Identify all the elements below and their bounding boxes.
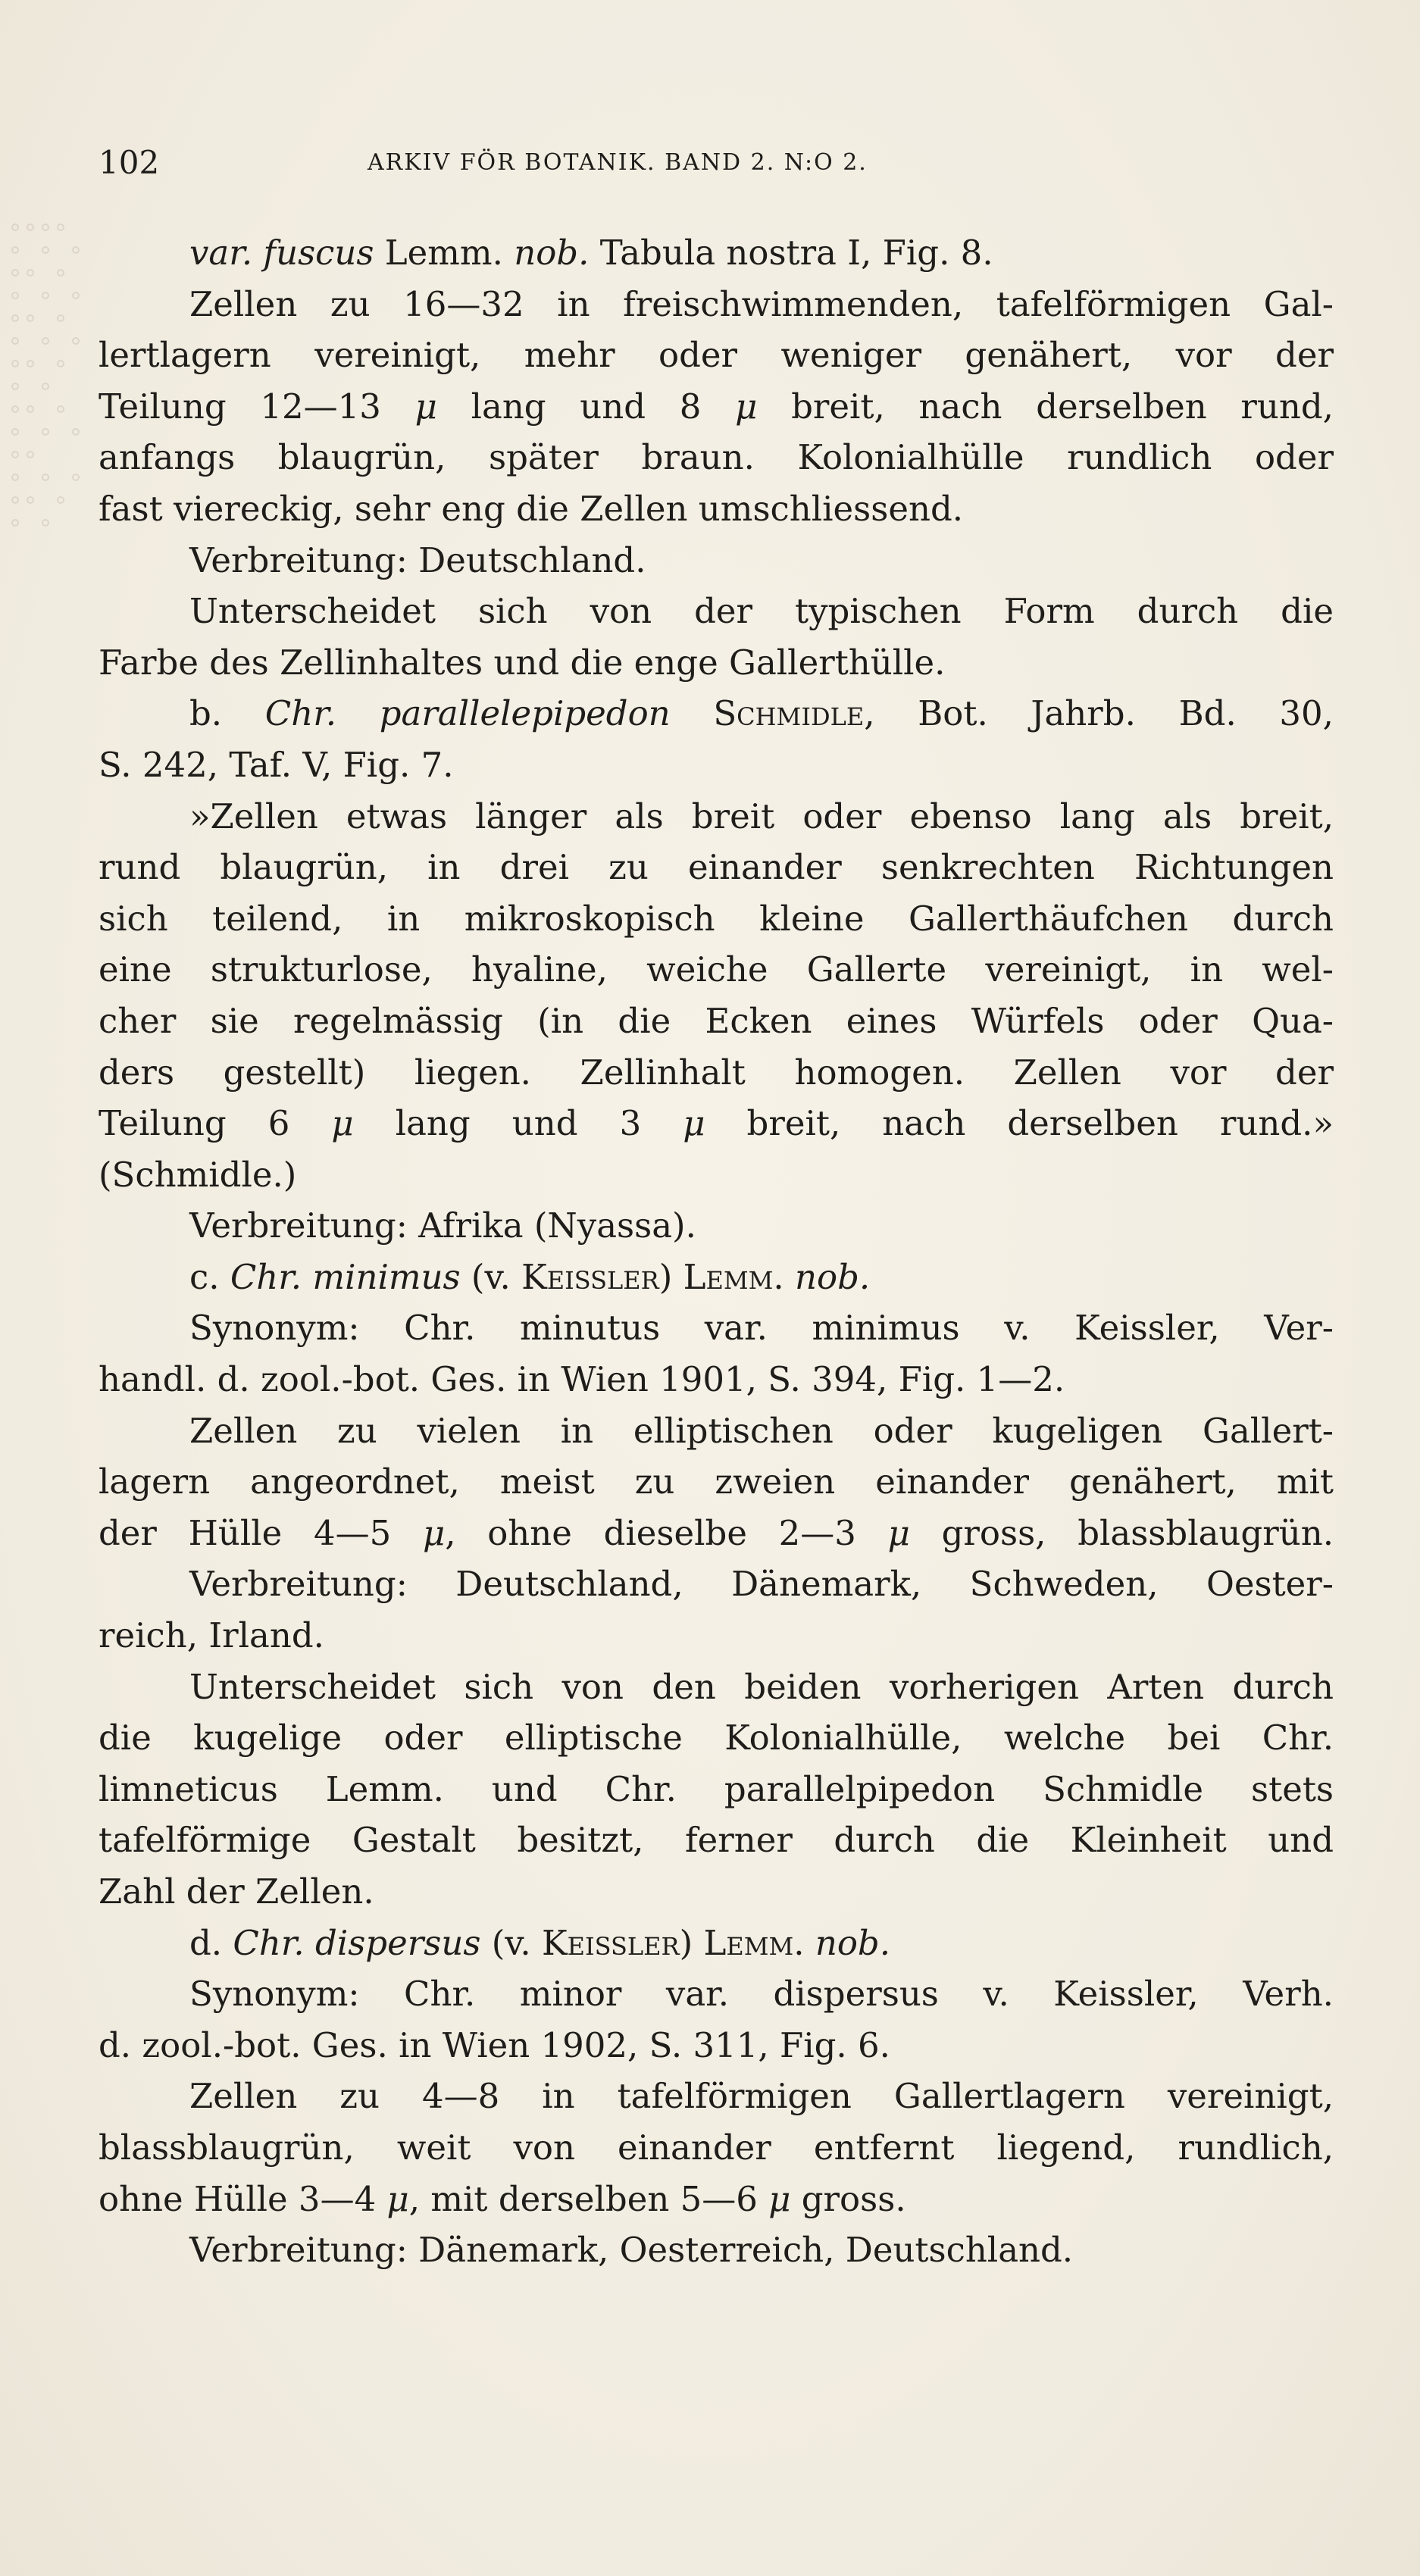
text-segment: Verbreitung: Dänemark, Oesterreich, Deutschland.: [189, 2230, 1074, 2271]
text-segment: d.: [189, 1922, 233, 1963]
text-segment: Lemm.: [683, 1256, 784, 1297]
text-segment: ohne Hülle 3—4: [99, 2178, 387, 2219]
text-segment: Unterscheidet sich von den beiden vorherigen Arten durch: [189, 1666, 1334, 1707]
text-segment: μ: [683, 1103, 705, 1144]
text-segment: Chr. parallelepipedon: [264, 693, 671, 734]
text-segment: μ: [414, 386, 437, 427]
text-segment: fast viereckig, sehr eng die Zellen umschliessend.: [99, 488, 964, 529]
text-segment: (Schmidle.): [99, 1154, 297, 1195]
text-segment: rund blaugrün, in drei zu einander senkrechten Richtungen: [99, 847, 1334, 888]
text-line: [99, 893, 1334, 945]
text-segment: ders gestellt) liegen. Zellinhalt homogen. Zellen vor der: [99, 1052, 1334, 1093]
text-segment: sich teilend, in mikroskopisch kleine Gallerthäufchen durch: [99, 898, 1334, 939]
text-line: [99, 996, 1334, 1047]
text-line: [99, 1302, 1334, 1354]
text-segment: blassblaugrün, weit von einander entfernt liegend, rundlich,: [99, 2127, 1334, 2168]
text-segment: [784, 1257, 795, 1297]
text-line: [99, 483, 1334, 535]
text-segment: Lemm.: [374, 233, 515, 273]
text-line: [99, 1610, 1334, 1662]
text-line: [99, 1558, 1334, 1610]
text-line: [99, 1252, 1334, 1303]
text-line: [99, 1200, 1334, 1252]
text-line: [99, 1456, 1334, 1508]
text-segment: ): [658, 1256, 683, 1297]
text-segment: Synonym: Chr. minor var. dispersus v. Keissler, Verh.: [189, 1974, 1334, 2015]
text-segment: Keissler: [541, 1922, 680, 1963]
text-segment: Zellen zu vielen in elliptischen oder kugeligen Gallert-: [189, 1410, 1334, 1451]
text-segment: Farbe des Zellinhaltes und die enge Gallerthülle.: [99, 642, 946, 683]
text-line: [99, 2071, 1334, 2122]
text-line: [99, 1149, 1334, 1201]
text-segment: limneticus Lemm. und Chr. parallelpipedon Schmidle stets: [99, 1768, 1334, 1809]
text-segment: lagern angeordnet, meist zu zweien einander genähert, mit: [99, 1462, 1334, 1502]
text-line: [99, 1662, 1334, 1713]
text-segment: nob.: [795, 1256, 871, 1297]
text-segment: var. fuscus: [189, 233, 374, 273]
text-line: [99, 1508, 1334, 1559]
text-segment: eine strukturlose, hyaline, weiche Gallerte vereinigt, in wel-: [99, 949, 1334, 990]
text-segment: Teilung 12—13: [99, 386, 415, 427]
text-segment: μ: [331, 1103, 354, 1144]
text-line: [99, 227, 1334, 279]
text-line: [99, 432, 1334, 483]
text-segment: »Zellen etwas länger als breit oder ebenso lang als breit,: [189, 796, 1334, 836]
text-segment: lang und 8: [436, 386, 736, 427]
page-number: 102: [99, 144, 160, 181]
text-line: [99, 1764, 1334, 1815]
text-segment: ): [679, 1922, 704, 1963]
text-line: [99, 791, 1334, 843]
text-segment: Chr. dispersus: [233, 1922, 481, 1963]
text-line: [99, 637, 1334, 689]
text-line: [99, 944, 1334, 996]
text-segment: Lemm.: [703, 1922, 805, 1963]
text-segment: handl. d. zool.-bot. Ges. in Wien 1901, S. 394, Fig. 1—2.: [99, 1359, 1065, 1400]
text-segment: μ: [768, 2178, 791, 2219]
text-line: [99, 842, 1334, 893]
text-line: [99, 381, 1334, 433]
text-segment: Tabula nostra I, Fig. 8.: [589, 233, 993, 273]
text-segment: Chr. minimus: [230, 1256, 461, 1297]
text-line: [99, 1918, 1334, 1969]
text-segment: Teilung 6: [99, 1103, 332, 1144]
text-segment: Zellen zu 16—32 in freischwimmenden, tafelförmigen Gal-: [189, 283, 1334, 324]
text-segment: [805, 1923, 815, 1963]
text-segment: Synonym: Chr. minutus var. minimus v. Keissler, Ver-: [189, 1308, 1334, 1349]
page-header: [99, 144, 1334, 182]
text-line: [99, 1815, 1334, 1866]
text-segment: Verbreitung: Deutschland.: [189, 539, 646, 580]
text-segment: breit, nach derselben rund,: [757, 386, 1334, 427]
text-segment: b.: [189, 693, 265, 734]
text-segment: c.: [189, 1256, 230, 1297]
text-segment: lertlagern vereinigt, mehr oder weniger genähert, vor der: [99, 335, 1334, 376]
perforation-stamp-mark: [0, 205, 106, 538]
text-segment: die kugelige oder elliptische Kolonialhülle, welche bei Chr.: [99, 1718, 1334, 1758]
text-segment: (v.: [480, 1922, 542, 1963]
text-segment: (v.: [460, 1256, 522, 1297]
text-line: [99, 279, 1334, 330]
text-line: [99, 1405, 1334, 1457]
text-line: [99, 739, 1334, 791]
text-segment: Unterscheidet sich von der typischen Form durch die: [189, 591, 1334, 632]
text-segment: lang und 3: [353, 1103, 683, 1144]
text-line: [99, 330, 1334, 381]
text-line: [99, 1354, 1334, 1405]
text-segment: , ohne dieselbe 2—3: [445, 1512, 888, 1553]
text-segment: der Hülle 4—5: [99, 1512, 423, 1553]
text-line: [99, 2174, 1334, 2225]
text-line: [99, 2020, 1334, 2071]
text-segment: anfangs blaugrün, später braun. Kolonialhülle rundlich oder: [99, 437, 1334, 478]
text-segment: μ: [386, 2178, 409, 2219]
text-line: [99, 1968, 1334, 2020]
text-line: [99, 2122, 1334, 2174]
text-segment: μ: [422, 1512, 446, 1553]
text-segment: μ: [887, 1512, 910, 1553]
text-segment: μ: [735, 386, 758, 427]
text-line: [99, 1712, 1334, 1764]
text-segment: Zellen zu 4—8 in tafelförmigen Gallertlagern vereinigt,: [189, 2076, 1334, 2117]
text-segment: reich, Irland.: [99, 1615, 324, 1656]
text-segment: Schmidle: [713, 693, 865, 734]
body-text: [99, 227, 1334, 2276]
text-segment: d. zool.-bot. Ges. in Wien 1902, S. 311, Fig. 6.: [99, 2024, 890, 2065]
text-segment: [671, 693, 714, 733]
text-line: [99, 2224, 1334, 2276]
running-head: ARKIV FÖR BOTANIK. BAND 2. N:O 2.: [368, 149, 868, 176]
text-segment: cher sie regelmässig (in die Ecken eines Würfels oder Qua-: [99, 1000, 1334, 1041]
text-segment: gross, blassblaugrün.: [909, 1512, 1334, 1553]
text-segment: breit, nach derselben rund.»: [705, 1103, 1334, 1144]
text-line: [99, 1098, 1334, 1149]
text-segment: , Bot. Jahrb. Bd. 30,: [864, 693, 1334, 734]
text-segment: Verbreitung: Deutschland, Dänemark, Schweden, Oester-: [189, 1564, 1334, 1605]
text-line: [99, 535, 1334, 586]
text-segment: gross.: [790, 2178, 906, 2219]
text-segment: Verbreitung: Afrika (Nyassa).: [189, 1205, 696, 1246]
text-segment: S. 242, Taf. V, Fig. 7.: [99, 744, 454, 785]
text-segment: Zahl der Zellen.: [99, 1871, 374, 1912]
text-line: [99, 688, 1334, 739]
text-segment: nob.: [815, 1922, 891, 1963]
text-segment: tafelförmige Gestalt besitzt, ferner durch die Kleinheit und: [99, 1820, 1334, 1861]
text-segment: Keissler: [521, 1256, 659, 1297]
text-segment: nob.: [514, 233, 590, 273]
text-line: [99, 1866, 1334, 1918]
text-segment: , mit derselben 5—6: [408, 2178, 769, 2219]
text-line: [99, 1047, 1334, 1099]
text-line: [99, 586, 1334, 637]
